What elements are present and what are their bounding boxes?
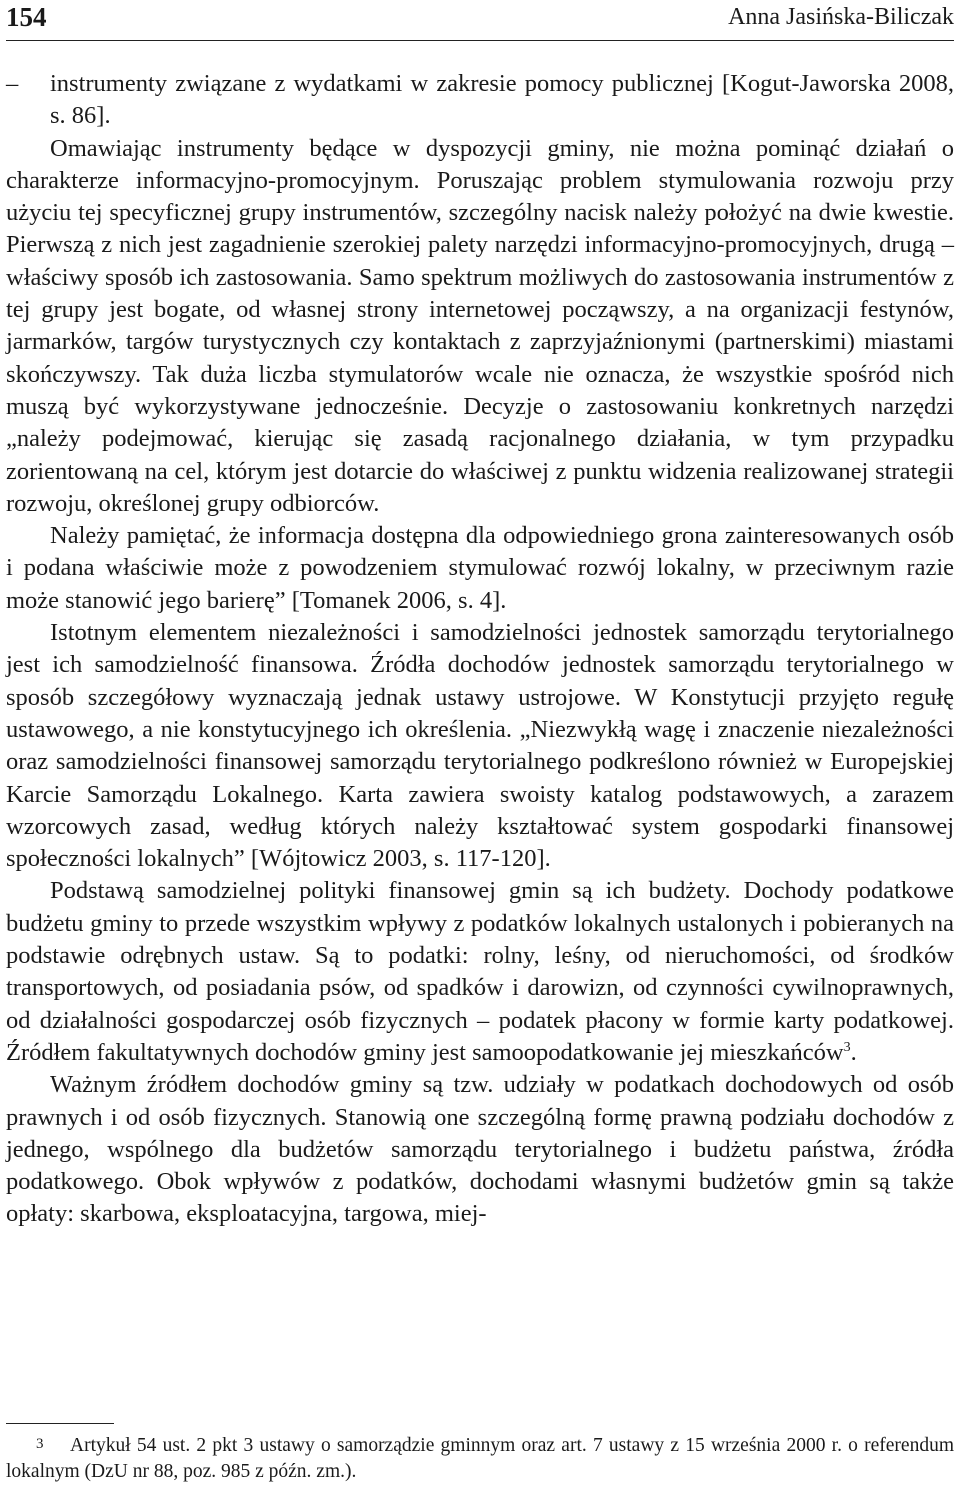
- bullet-item: [6, 68, 954, 133]
- footnote: [6, 1433, 954, 1485]
- paragraph-4-end: .: [850, 1038, 857, 1066]
- footnote-number: 3: [36, 1436, 44, 1452]
- paragraph-1: Omawiając instrumenty będące w dyspozycji gminy, nie można pominąć działań o charakterze informacyjno-promocyjnym. Poruszając problem stymulowania rozwoju przy użyciu tej specyficznej grupy instrumentów, szczególny nacisk należy położyć na dwie kwestie. Pierwszą z nich jest zagadnienie szerokiej palety narzędzi informacyjno-promocyjnych, drugą – właściwy sposób ich zastosowania. Samo spektrum możliwych do zastosowania instrumentów z tej grupy jest bogate, od własnej strony internetowej począwszy, a na organizacji festynów, jarmarków, targów turystycznych czy kontaktach z zaprzyjaźnionymi (partnerskimi) miastami skończywszy. Tak duża liczba stymulatorów wcale nie oznacza, że wszystkie spośród nich muszą być wykorzystywane jednocześnie. Decyzje o zastosowaniu konkretnych narzędzi „należy podejmować, kierując się zasadą racjonalnego działania, w tym przypadku zorientowaną na cel, którym jest dotarcie do właściwej z punktu widzenia realizowanej strategii rozwoju, określonej grupy odbiorców.: [6, 134, 954, 517]
- paragraph-3: Istotnym elementem niezależności i samodzielności jednostek samorządu terytorialnego jest ich samodzielność finansowa. Źródła dochodów jednostek samorządu terytorialnego w sposób szczegółowy wyznaczają jednak ustawy ustrojowe. W Konstytucji przyjęto regułę ustawowego, a nie konstytucyjnego ich określenia. „Niezwykłą wagę i znaczenie niezależności oraz samodzielności finansowej samorządu terytorialnego podkreślono również w Europejskiej Karcie Samorządu Lokalnego. Karta zawiera swoisty katalog podstawowych, a zarazem wzorcowych zasad, według których należy kształtować system gospodarki finansowej społeczności lokalnych” [Wójtowicz 2003, s. 117-120].: [6, 619, 954, 873]
- paragraph-4-text: Podstawą samodzielnej polityki finansowej gmin są ich budżety. Dochody podatkowe budżetu gminy to przede wszystkim wpływy z podatków lokalnych ustalonych i pobieranych na podstawie odrębnych ustaw. Są to podatki: rolny, leśny, od nieruchomości, od środków transportowych, od posiadania psów, od spadków i darowizn, od czynności cywilnoprawnych, od działalności gospodarczej osób fizycznych – podatek płacony w formie karty podatkowej. Źródłem fakultatywnych dochodów gminy jest samoopodatkowanie jej mieszkańców: [6, 877, 954, 1066]
- footnotes: [6, 1433, 954, 1485]
- paragraph-2: Należy pamiętać, że informacja dostępna dla odpowiedniego grona zainteresowanych osób i podana właściwie może z powodzeniem stymulować rozwój lokalny, w przeciwnym razie może stanowić jego barierę” [Tomanek 2006, s. 4].: [6, 522, 954, 614]
- footnote-separator: [6, 1423, 114, 1424]
- bullet-dash: –: [6, 70, 19, 97]
- footnote-reference[interactable]: 3: [843, 1039, 851, 1055]
- body-text: [6, 68, 954, 1231]
- footnote-text: Artykuł 54 ust. 2 pkt 3 ustawy o samorządzie gminnym oraz art. 7 ustawy z 15 września 2000 r. o referendum lokalnym (DzU nr 88, poz. 985 z późn. zm.).: [6, 1435, 954, 1482]
- running-head-author: Anna Jasińska-Biliczak: [728, 4, 954, 30]
- page-number: 154: [6, 2, 47, 32]
- paragraph-4: [6, 875, 954, 1069]
- paragraph-5: Ważnym źródłem dochodów gminy są tzw. udziały w podatkach dochodowych od osób prawnych i od osób fizycznych. Stanowią one szczególną formę prawną podziału dochodów z jednego, wspólnego dla budżetów samorządu terytorialnego i budżetu państwa, źródła podatkowego. Obok wpływów z podatków, dochodami własnymi budżetów gmin są także opłaty: skarbowa, eksploatacyjna, targowa, miej-: [6, 1071, 954, 1228]
- bullet-text: instrumenty związane z wydatkami w zakresie pomocy publicznej [Kogut-Jaworska 2008, s. 86].: [50, 70, 954, 130]
- page-header: [6, 0, 954, 41]
